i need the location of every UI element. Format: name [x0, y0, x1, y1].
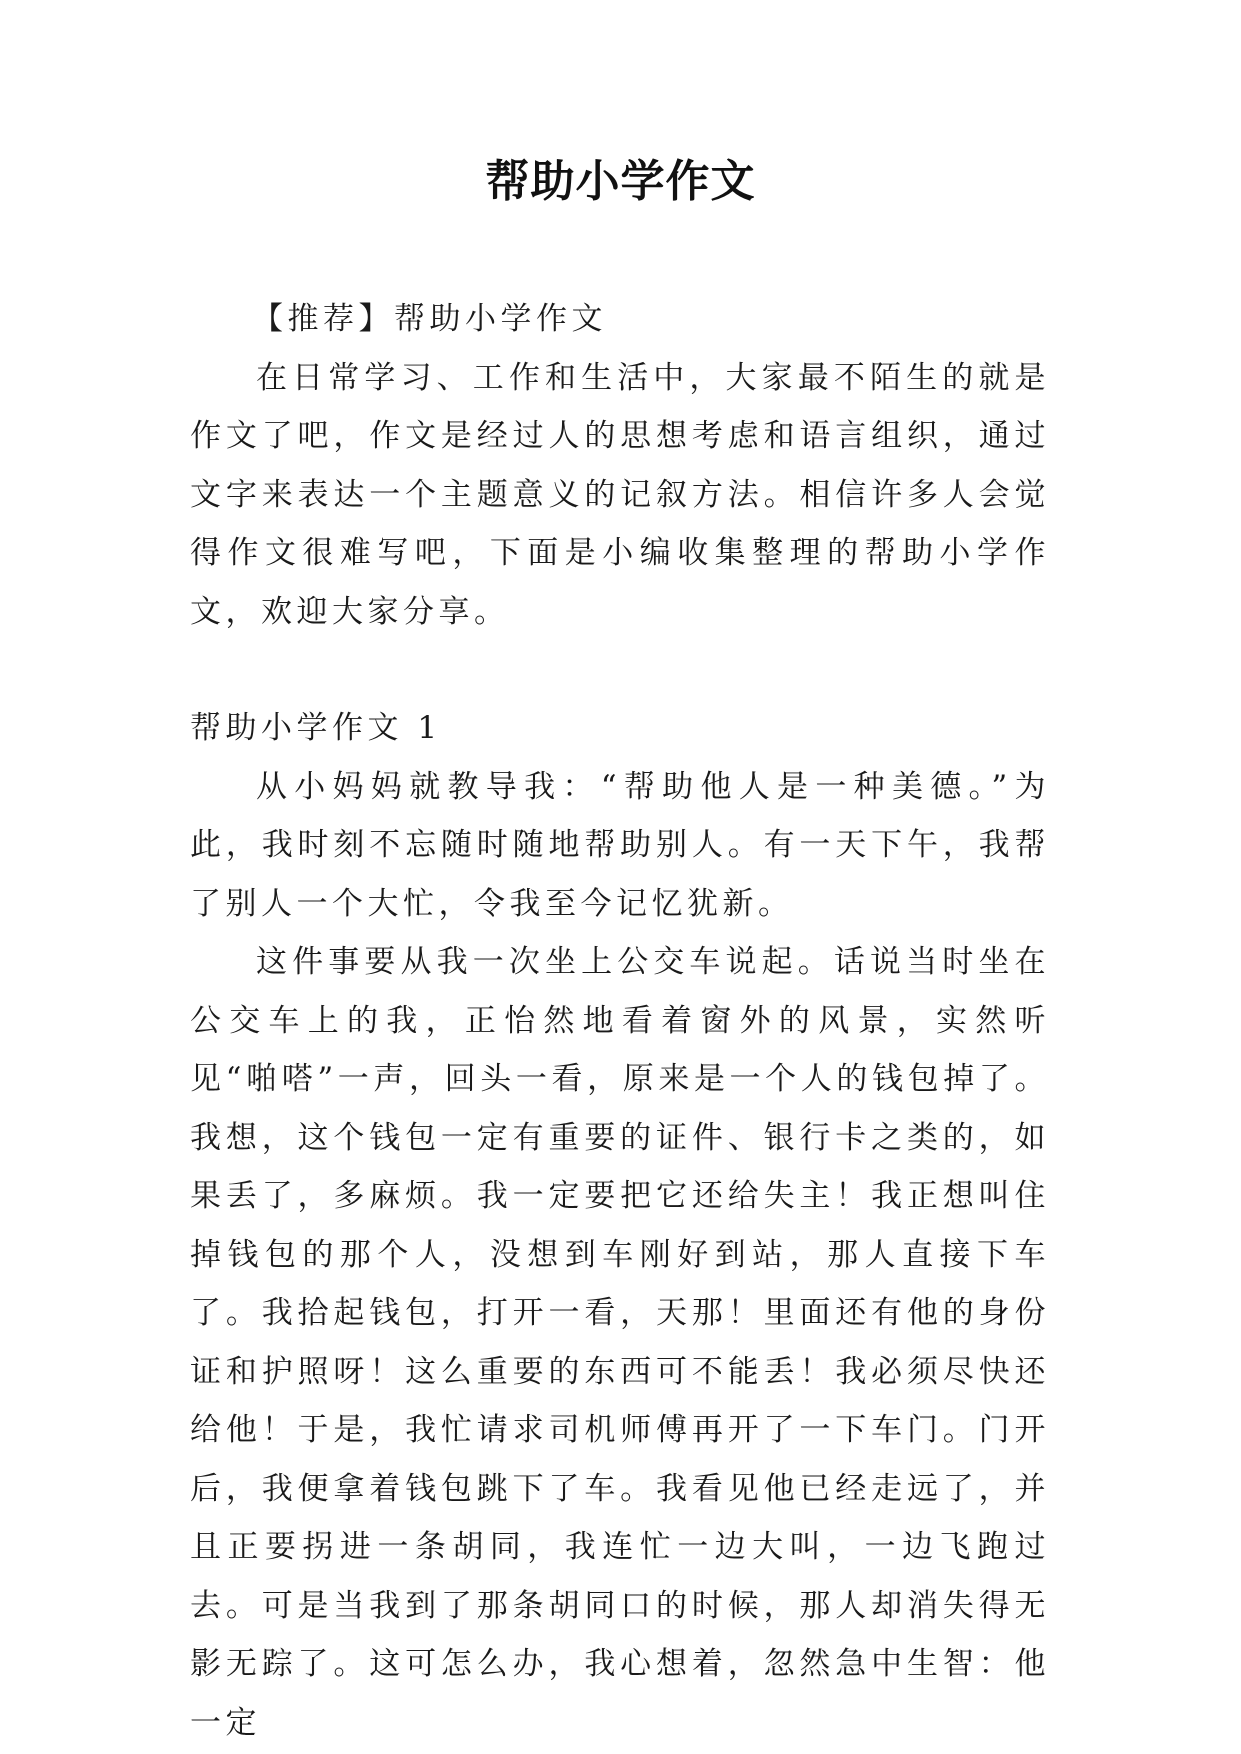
intro-paragraph: 在日常学习、工作和生活中，大家最不陌生的就是作文了吧，作文是经过人的思想考虑和语言组织，通过文字来表达一个主题意义的记叙方法。相信许多人会觉得作文很难写吧，下面是小编收集整理的帮助小学作文，欢迎大家分享。 [190, 359, 1050, 630]
section-heading: 帮助小学作文 1 [190, 710, 442, 746]
paragraph-spacer [190, 641, 1050, 699]
document-title: 帮助小学作文 [485, 156, 756, 207]
recommend-line: 【推荐】帮助小学作文 [252, 301, 607, 337]
body-paragraph-2: 这件事要从我一次坐上公交车说起。话说当时坐在公交车上的我，正怡然地看着窗外的风景，实然听见“啪嗒”一声，回头一看，原来是一个人的钱包掉了。我想，这个钱包一定有重要的证件、银行卡之类的，如果丢了，多麻烦。我一定要把它还给失主！我正想叫住掉钱包的那个人，没想到车刚好到站，那人直接下车了。我拾起钱包，打开一看，天那！里面还有他的身份证和护照呀！这么重要的东西可不能丢！我必须尽快还给他！于是，我忙请求司机师傅再开了一下车门。门开后，我便拿着钱包跳下了车。我看见他已经走远了，并且正要拐进一条胡同，我连忙一边大叫，一边飞跑过去。可是当我到了那条胡同口的时候，那人却消失得无影无踪了。这可怎么办，我心想着，忽然急中生智：他一定 [190, 944, 1050, 1741]
body-paragraph-1: 从小妈妈就教导我：“帮助他人是一种美德。”为此，我时刻不忘随时随地帮助别人。有一天下午，我帮了别人一个大忙，令我至今记忆犹新。 [190, 768, 1050, 922]
document-body [190, 290, 1050, 1752]
